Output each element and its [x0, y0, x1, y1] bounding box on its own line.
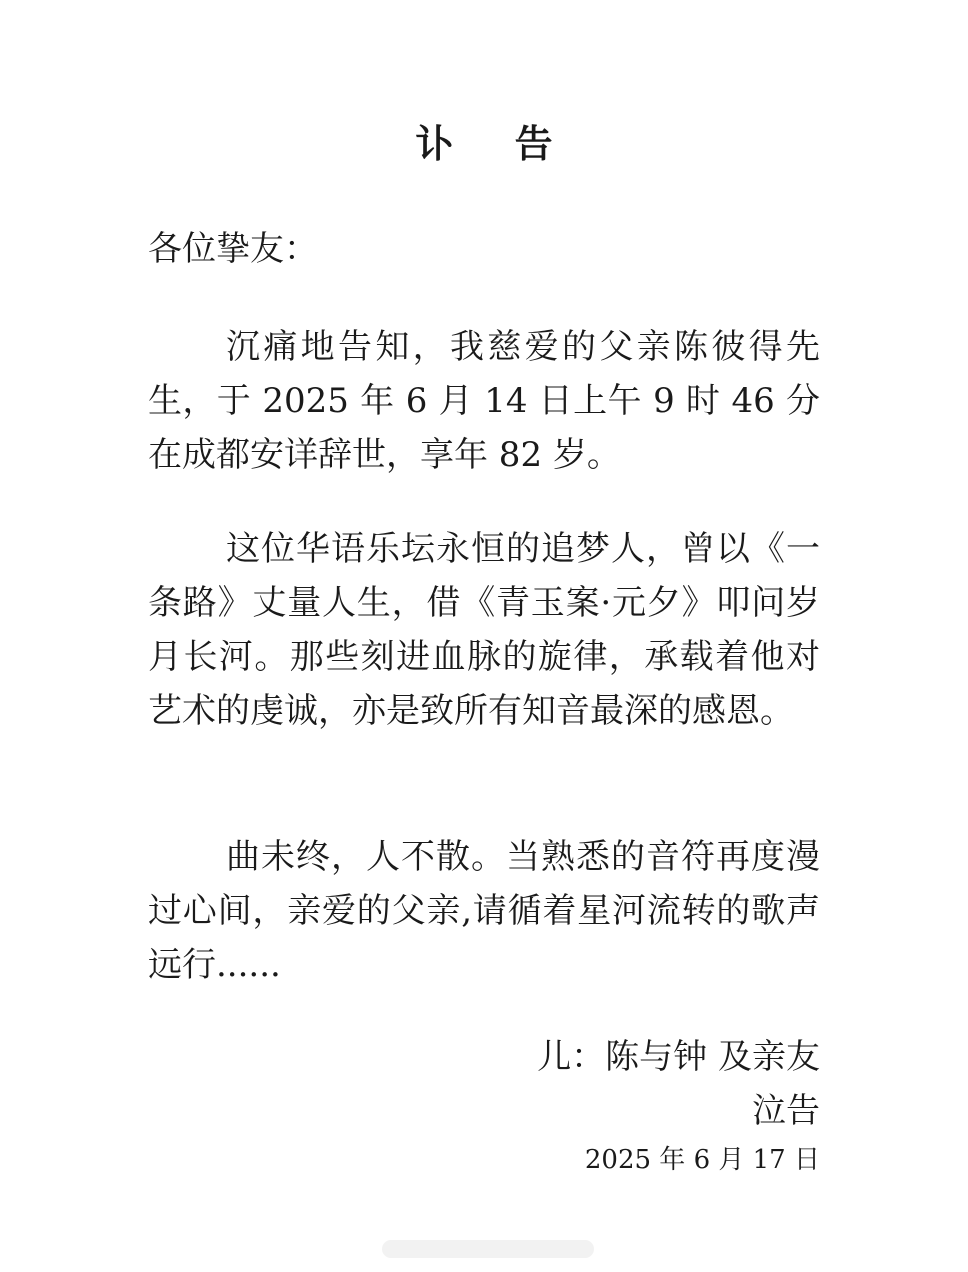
paragraph-tribute: 这位华语乐坛永恒的追梦人，曾以《一条路》丈量人生，借《青玉案·元夕》叩问岁月长河。那些刻进血脉的旋律，承载着他对艺术的虔诚，亦是致所有知音最深的感恩。: [148, 529, 820, 731]
signature-date: 2025 年 6 月 17 日: [584, 1145, 820, 1175]
page-title: 讣 告: [415, 122, 577, 166]
signature-mourning: 泣告: [752, 1091, 820, 1131]
watermark: [382, 1240, 594, 1258]
paragraph-farewell: 曲未终，人不散。当熟悉的音符再度漫过心间，亲爱的父亲,请循着星河流转的歌声远行......: [148, 837, 820, 985]
greeting: 各位挚友：: [148, 229, 318, 269]
paragraph-announcement: 沉痛地告知，我慈爱的父亲陈彼得先生，于 2025 年 6 月 14 日上午 9 时 46 分在成都安详辞世，享年 82 岁。: [148, 327, 820, 475]
signature-name: 儿：陈与钟 及亲友: [537, 1037, 820, 1077]
